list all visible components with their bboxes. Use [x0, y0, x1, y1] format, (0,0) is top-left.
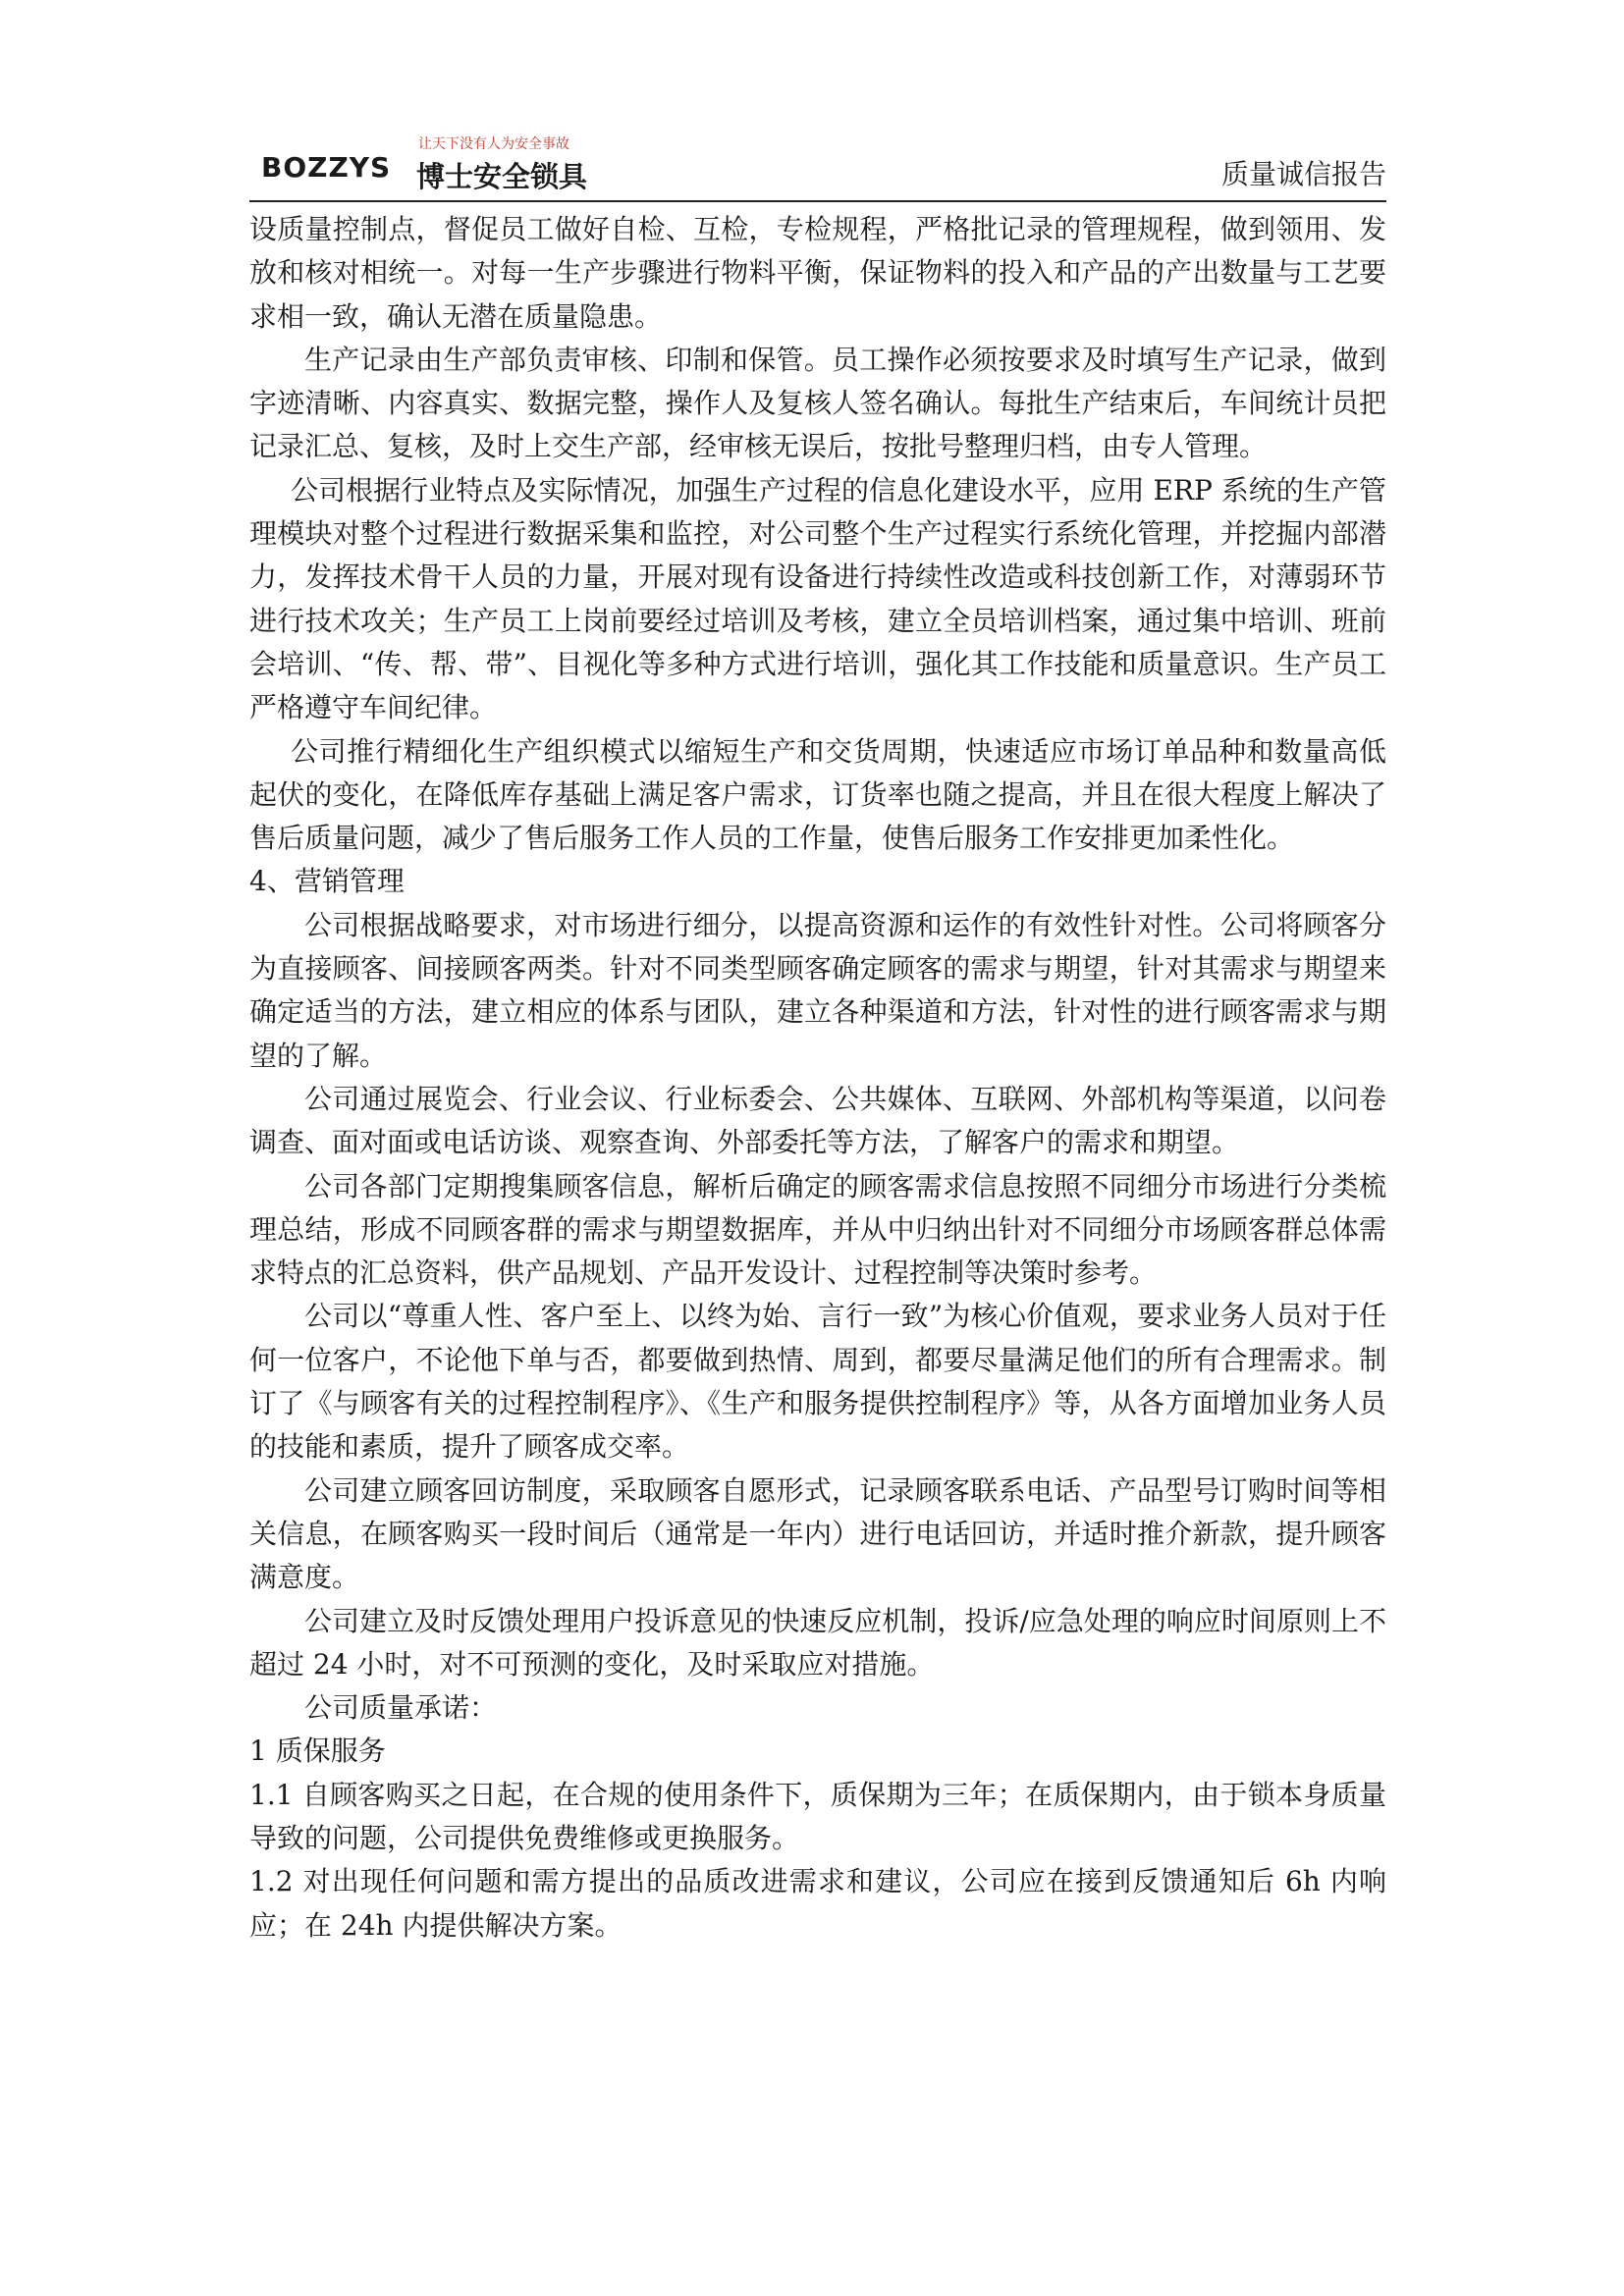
numbered-item: 1.2 对出现任何问题和需方提出的品质改进需求和建议，公司应在接到反馈通知后 6h 内响应；在 24h 内提供解决方案。	[249, 1865, 1386, 1942]
company-logo	[261, 130, 674, 194]
logo-slogan: 让天下没有人为安全事故	[418, 136, 569, 152]
subsection-heading: 1 质保服务	[249, 1735, 386, 1768]
paragraph: 公司通过展览会、行业会议、行业标委会、公共媒体、互联网、外部机构等渠道，以问卷调查、面对面或电话访谈、观察查询、外部委托等方法，了解客户的需求和期望。	[249, 1082, 1386, 1159]
body-content	[249, 208, 1386, 1948]
paragraph: 公司根据行业特点及实际情况，加强生产过程的信息化建设水平，应用 ERP 系统的生产管理模块对整个过程进行数据采集和监控，对公司整个生产过程实行系统化管理，并挖掘内部潜力，发挥技术骨干人员的力量，开展对现有设备进行持续性改造或科技创新工作，对薄弱环节进行技术攻关；生产员工上岗前要经过培训及考核，建立全员培训档案，通过集中培训、班前会培训、“传、帮、带”、目视化等多种方式进行培训，强化其工作技能和质量意识。生产员工严格遵守车间纪律。	[249, 473, 1386, 724]
paragraph: 公司建立及时反馈处理用户投诉意见的快速反应机制，投诉/应急处理的响应时间原则上不超过 24 小时，对不可预测的变化，及时采取应对措施。	[249, 1604, 1386, 1681]
logo-wordmark: BOZZYS	[261, 151, 392, 184]
numbered-item: 1.1 自顾客购买之日起，在合规的使用条件下，质保期为三年；在质保期内，由于锁本身质量导致的问题，公司提供免费维修或更换服务。	[249, 1778, 1386, 1854]
paragraph: 生产记录由生产部负责审核、印制和保管。员工操作必须按要求及时填写生产记录，做到字迹清晰、内容真实、数据完整，操作人及复核人签名确认。每批生产结束后，车间统计员把记录汇总、复核，及时上交生产部，经审核无误后，按批号整理归档，由专人管理。	[249, 343, 1386, 463]
paragraph: 设质量控制点，督促员工做好自检、互检，专检规程，严格批记录的管理规程，做到领用、发放和核对相统一。对每一生产步骤进行物料平衡，保证物料的投入和产品的产出数量与工艺要求相一致，确认无潜在质量隐患。	[249, 213, 1386, 333]
report-title: 质量诚信报告	[1220, 158, 1386, 190]
paragraph: 公司推行精细化生产组织模式以缩短生产和交货周期，快速适应市场订单品种和数量高低起伏的变化，在降低库存基础上满足客户需求，订货率也随之提高，并且在很大程度上解决了售后质量问题，减少了售后服务工作人员的工作量，使售后服务工作安排更加柔性化。	[249, 734, 1386, 855]
logo-chinese-name: 博士安全锁具	[416, 160, 588, 193]
paragraph: 公司建立顾客回访制度，采取顾客自愿形式，记录顾客联系电话、产品型号订购时间等相关信息，在顾客购买一段时间后（通常是一年内）进行电话回访，并适时推介新款，提升顾客满意度。	[249, 1473, 1386, 1594]
section-heading: 4、营销管理	[249, 865, 405, 898]
page-header	[249, 116, 1386, 202]
paragraph: 公司质量承诺：	[304, 1691, 498, 1725]
paragraph: 公司各部门定期搜集顾客信息，解析后确定的顾客需求信息按照不同细分市场进行分类梳理总结，形成不同顾客群的需求与期望数据库，并从中归纳出针对不同细分市场顾客群总体需求特点的汇总资料，供产品规划、产品开发设计、过程控制等决策时参考。	[249, 1169, 1386, 1290]
paragraph: 公司以“尊重人性、客户至上、以终为始、言行一致”为核心价值观，要求业务人员对于任何一位客户，不论他下单与否，都要做到热情、周到，都要尽量满足他们的所有合理需求。制订了《与顾客有关的过程控制程序》、《生产和服务提供控制程序》等，从各方面增加业务人员的技能和素质，提升了顾客成交率。	[249, 1300, 1386, 1464]
paragraph: 公司根据战略要求，对市场进行细分，以提高资源和运作的有效性针对性。公司将顾客分为直接顾客、间接顾客两类。针对不同类型顾客确定顾客的需求与期望，针对其需求与期望来确定适当的方法，建立相应的体系与团队，建立各种渠道和方法，针对性的进行顾客需求与期望的了解。	[249, 908, 1386, 1072]
